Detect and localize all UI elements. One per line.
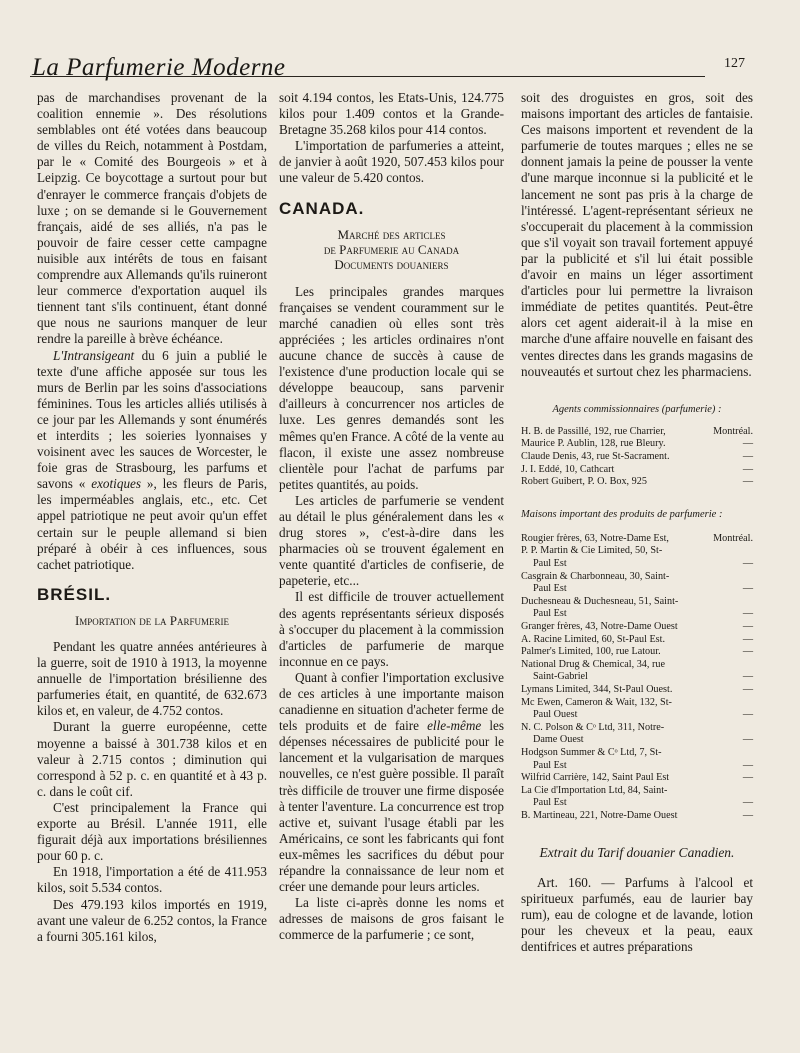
agent-name: J. I. Eddé, 10, Cathcart bbox=[521, 463, 615, 475]
maison-name: Rougier frères, 63, Notre-Dame Est, bbox=[521, 532, 669, 544]
maison-address: Paul Est bbox=[533, 583, 567, 595]
maison-line bbox=[521, 772, 753, 785]
maison-city: — bbox=[742, 809, 753, 821]
subheading-line: de Parfumerie au Canada bbox=[323, 241, 460, 257]
maison-name: Duchesneau & Duchesneau, 51, Saint- bbox=[521, 595, 679, 607]
maison-city: — bbox=[742, 621, 753, 632]
maison-city: — bbox=[742, 608, 753, 620]
column-3 bbox=[521, 90, 753, 955]
page-number: 127 bbox=[724, 56, 745, 71]
agents-list bbox=[521, 426, 753, 489]
maison-address-line bbox=[521, 734, 753, 747]
agent-city: Montréal. bbox=[713, 425, 753, 437]
journal-title: La Parfumerie Moderne bbox=[32, 54, 286, 81]
paragraph: La liste ci-après donne les noms et adresses de maisons de gros faisant le commerce de la parfumerie ; ce sont, bbox=[279, 895, 504, 943]
maison-city: — bbox=[742, 797, 753, 809]
emphasis: exotiques bbox=[91, 476, 142, 492]
maison-entry bbox=[521, 646, 753, 659]
agent-entry bbox=[521, 426, 753, 439]
tarif-heading: Extrait du Tarif douanier Canadien. bbox=[539, 844, 735, 860]
maison-address-line bbox=[521, 797, 753, 810]
maison-address: Dame Ouest bbox=[533, 734, 584, 746]
section-subheading bbox=[279, 227, 504, 272]
agent-name: H. B. de Passillé, 192, rue Charrier, bbox=[521, 425, 666, 437]
maison-line bbox=[521, 621, 753, 634]
maison-name: Hodgson Summer & Cᵒ Ltd, 7, St- bbox=[521, 746, 662, 758]
agent-name: Maurice P. Aublin, 128, rue Bleury. bbox=[521, 438, 666, 450]
agent-entry bbox=[521, 476, 753, 489]
paragraph bbox=[37, 348, 267, 573]
maison-address-line bbox=[521, 608, 753, 621]
text-span: les dépenses nécessaires de publicité pour le lancement et la vulgarisation de marques nouvelles, ce n'est guère possible. Il paraît très difficile de trouver une firme disposée à tenter l'aventure. La concurrence est trop active et, suivant l'usage établi par les Américains, ce sont les fabricants qui font eux-mêmes les sacrifices du début pour répandre la connaissance de leur nom et créer une demande pour leurs articles. bbox=[279, 718, 504, 895]
maison-city: — bbox=[742, 734, 753, 746]
maison-city: — bbox=[742, 583, 753, 595]
maison-city: — bbox=[742, 772, 753, 784]
maison-line bbox=[521, 684, 753, 697]
header-rule bbox=[30, 76, 705, 77]
maison-name: Mc Ewen, Cameron & Wait, 132, St- bbox=[521, 696, 672, 708]
agents-heading: Agents commissionnaires (parfumerie) : bbox=[552, 403, 722, 415]
maison-city: Montréal. bbox=[713, 532, 753, 544]
maison-entry bbox=[521, 659, 753, 684]
paragraph: Les principales grandes marques françaises se vendent couramment sur le marché canadien où elles sont très appréciées ; les articles ordinaires n'ont aucune chance de succès à cause de l'existence d'une production locale qui se développe beaucoup, sans parvenir d'ailleurs à concurrencer nos articles de luxe. Les genres demandés sont les mêmes qu'en France. A côté de la vente au flacon, il existe une assez nombreuse clientèle pour l'achat de parfums par petites quantités, au poids. bbox=[279, 283, 504, 492]
maison-entry bbox=[521, 722, 753, 747]
maison-address-line bbox=[521, 583, 753, 596]
maison-city: — bbox=[742, 633, 753, 645]
maison-city: — bbox=[742, 558, 753, 570]
paragraph: L'importation de parfumeries a atteint, de janvier à août 1920, 507.453 kilos pour une valeur de 5.420 contos. bbox=[279, 138, 504, 186]
paragraph: Durant la guerre européenne, cette moyenne a baissé à 301.738 kilos et en valeur à 2.715 contos ; diminution qui correspond à 52 p. c. en quantité et à 43 p. c. dans le coût cif. bbox=[37, 719, 267, 799]
maison-entry bbox=[521, 697, 753, 722]
maison-address-line bbox=[521, 709, 753, 722]
maisons-heading: Maisons important des produits de parfumerie : bbox=[521, 508, 723, 520]
maison-city: — bbox=[742, 709, 753, 721]
maison-entry bbox=[521, 684, 753, 697]
paragraph: En 1918, l'importation a été de 411.953 kilos, soit 5.534 contos. bbox=[37, 864, 267, 896]
maison-name: N. C. Polson & Cᵒ Ltd, 311, Notre- bbox=[521, 721, 665, 733]
paragraph bbox=[279, 670, 504, 895]
maison-name: Palmer's Limited, 100, rue Latour. bbox=[521, 646, 661, 658]
subheading-line: Documents douaniers bbox=[334, 256, 449, 272]
maison-name: B. Martineau, 221, Notre-Dame Ouest bbox=[521, 809, 678, 821]
maison-name: Casgrain & Charbonneau, 30, Saint- bbox=[521, 570, 670, 582]
journal-name: L'Intransigeant bbox=[53, 347, 135, 363]
agent-entry bbox=[521, 451, 753, 464]
paragraph: Art. 160. — Parfums à l'alcool et spiritueux parfumés, eau de laurier bay rum), eau de cologne et de lavande, lotion pour les cheveux et la peau, eaux dentifrices et autres préparations bbox=[521, 874, 753, 954]
text-span: du 6 juin a publié le texte d'une affiche apposée sur tous les murs de Berlin par les soins d'associations féminines. Tous les articles alliés utilisés à ce jour par les Allemands y sont énumérés et interdits ; les soieries lyonnaises y voisinent avec les sauces de Worcester, le foie gras de Strasbourg, les parfums et savons « bbox=[37, 347, 267, 492]
paragraph: C'est principalement la France qui exporte au Brésil. L'année 1911, elle figurait déjà aux importations brésiliennes pour 60 p. c. bbox=[37, 799, 267, 864]
maison-city: — bbox=[742, 671, 753, 683]
maison-address-line bbox=[521, 760, 753, 773]
maison-name: National Drug & Chemical, 34, rue bbox=[521, 658, 666, 670]
column-1 bbox=[37, 90, 267, 945]
agent-city: — bbox=[742, 463, 753, 475]
maison-entry bbox=[521, 533, 753, 546]
maison-address-line bbox=[521, 558, 753, 571]
maison-address: Paul Ouest bbox=[533, 709, 578, 721]
maison-address: Paul Est bbox=[533, 608, 567, 620]
agent-city: — bbox=[742, 438, 753, 450]
maison-name: Lymans Limited, 344, St-Paul Ouest. bbox=[521, 683, 673, 695]
paragraph: soit 4.194 contos, les Etats-Unis, 124.775 kilos pour 1.409 contos et la Grande-Bretagne 35.268 kilos pour 414 contos. bbox=[279, 90, 504, 138]
column-2 bbox=[279, 90, 504, 944]
section-subheading: Importation de la Parfumerie bbox=[74, 612, 230, 628]
maison-name: Granger frères, 43, Notre-Dame Ouest bbox=[521, 621, 678, 632]
paragraph: Pendant les quatre années antérieures à la guerre, soit de 1910 à 1913, la moyenne annuelle de l'importation brésilienne des parfumeries était, en quantité, de 632.673 kilos et, en valeur, de 4.752 contos. bbox=[37, 639, 267, 719]
maison-address: Paul Est bbox=[533, 558, 567, 570]
agent-entry bbox=[521, 438, 753, 451]
section-heading-canada: CANADA. bbox=[279, 198, 365, 218]
paragraph: Des 479.193 kilos importés en 1919, avant une valeur de 6.252 contos, la France a fourni 305.161 kilos, bbox=[37, 896, 267, 944]
maison-entry bbox=[521, 596, 753, 621]
maisons-list bbox=[521, 533, 753, 823]
agent-name: Claude Denis, 43, rue St-Sacrament. bbox=[521, 450, 670, 462]
maison-line bbox=[521, 533, 753, 546]
maison-name: Wilfrid Carrière, 142, Saint Paul Est bbox=[521, 772, 670, 784]
maison-entry bbox=[521, 545, 753, 570]
paragraph: Les articles de parfumerie se vendent au détail le plus généralement dans les « drug stores », c'est-à-dire dans les pharmacies où se trouvent également en vente quantité d'articles de confiserie, de papeterie, etc... bbox=[279, 492, 504, 589]
section-heading-bresil: BRÉSIL. bbox=[37, 584, 112, 604]
maison-address: Paul Est bbox=[533, 797, 567, 809]
maison-city: — bbox=[742, 683, 753, 695]
maison-city: — bbox=[742, 759, 753, 771]
maison-entry bbox=[521, 634, 753, 647]
maison-address-line bbox=[521, 671, 753, 684]
emphasis: elle-même bbox=[427, 718, 482, 734]
agent-city: — bbox=[742, 476, 753, 488]
maison-line bbox=[521, 646, 753, 659]
paragraph: Il est difficile de trouver actuellement des agents représentants sérieux disposés à s'occuper du placement à la commission d'articles de parfumerie de marque inconnue en ce pays. bbox=[279, 589, 504, 669]
text-span: Quant à confier l'importation exclusive de ces articles à une importante maison canadienne en situation d'acheter ferme de tels produits et de faire bbox=[279, 669, 504, 734]
maison-line bbox=[521, 634, 753, 647]
maison-address: Saint-Gabriel bbox=[533, 671, 588, 683]
subheading-line: Marché des articles bbox=[337, 226, 446, 242]
agent-name: Robert Guibert, P. O. Box, 925 bbox=[521, 476, 647, 488]
maison-name: La Cie d'Importation Ltd, 84, Saint- bbox=[521, 784, 668, 796]
maison-name: A. Racine Limited, 60, St-Paul Est. bbox=[521, 633, 666, 645]
text-span: », les fleurs de Paris, les imperméables anglais, etc., etc. Cet appel patriotique ne peut avoir qu'un effet certain sur le peuple allemand si bien préparé à obéir à ces influences, sous cachet patriotique. bbox=[37, 476, 268, 572]
maison-line bbox=[521, 810, 753, 823]
maison-entry bbox=[521, 571, 753, 596]
page-header bbox=[30, 46, 745, 86]
maison-entry bbox=[521, 772, 753, 785]
maison-entry bbox=[521, 785, 753, 810]
agent-city: — bbox=[742, 450, 753, 462]
maison-address: Paul Est bbox=[533, 759, 567, 771]
maison-city: — bbox=[742, 646, 753, 658]
maison-name: P. P. Martin & Cie Limited, 50, St- bbox=[521, 545, 663, 557]
agent-entry bbox=[521, 464, 753, 477]
paragraph: pas de marchandises provenant de la coalition ennemie ». Des résolutions semblables ont été votées dans beaucoup de villes du Reich, notamment à Postdam, par le « Comité des Bourgeois » et à Leipzig. Ce boycottage a surtout pour but d'enrayer le commerce français d'objets de luxe ; on se demande si le Gouvernement français, aidé de ses alliés, n'a pas le pouvoir de faire cesser cette campagne nuisible aux intérêts de tous en faisant comprendre aux Allemands qu'ils ruineront leur commerce d'exportation auquel ils tiennent tant s'ils continuent, étant donné que nous ne saurions manquer de leur rendre la pareille à brève échéance. bbox=[37, 90, 267, 347]
maison-entry bbox=[521, 621, 753, 634]
maison-entry bbox=[521, 810, 753, 823]
maison-entry bbox=[521, 747, 753, 772]
paragraph: soit des droguistes en gros, soit des maisons important des articles de fantaisie. Ces maisons importent et revendent de la parfumerie de toutes marques ; elles ne se donnent jamais la peine de pousser la vente d'une marque inconnue si la publicité et le lancement ne sont pas pris à la charge de l'intéressé. L'agent-représentant sérieux ne s'occuperait du placement à la commission que s'il voyait son travail fortement appuyé par la publicité et s'il lui était possible d'avoir en mains un léger assortiment d'articles pour lui permettre la livraison immédiate de petites quantités. Peut-être alors cet agent aiderait-il à la mise en marche d'une affaire nouvelle en faisant des ventes directes dans les grands magasins de nouveautés et surtout chez les pharmaciens. bbox=[521, 90, 753, 379]
